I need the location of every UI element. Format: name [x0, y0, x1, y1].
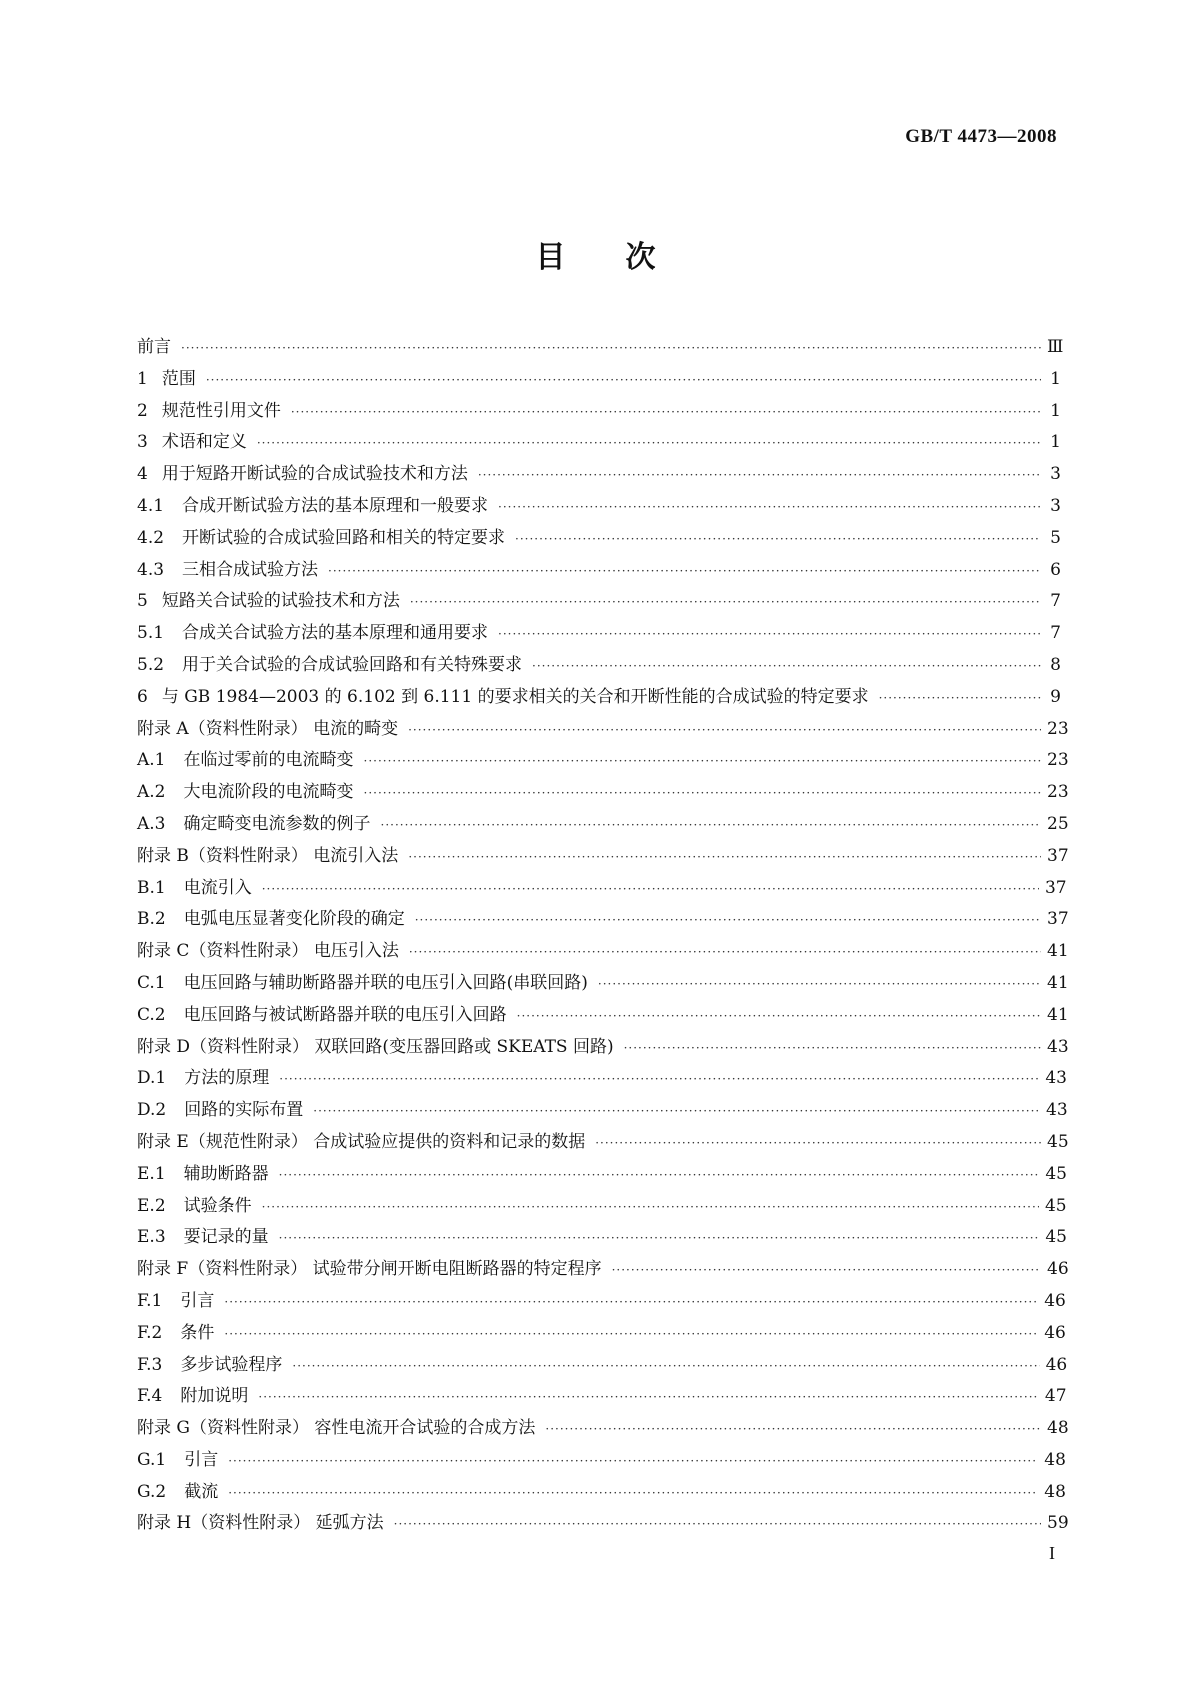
toc-entry-title: 附录 D（资料性附录） 双联回路(变压器回路或 SKEATS 回路) — [137, 1036, 614, 1057]
dot-leader — [279, 1064, 1039, 1096]
dot-leader — [517, 1001, 1041, 1033]
toc-entry-page: 37 — [1047, 909, 1069, 930]
toc-entry-page: 48 — [1044, 1481, 1066, 1502]
dot-leader — [415, 905, 1041, 937]
toc-entry[interactable] — [137, 459, 1061, 491]
toc-entry-page: 41 — [1047, 1004, 1069, 1025]
toc-entry-title: 确定畸变电流参数的例子 — [183, 813, 371, 834]
dot-leader — [262, 874, 1039, 906]
dot-leader — [364, 778, 1042, 810]
toc-entry-title: 多步试验程序 — [180, 1354, 283, 1375]
toc-entry-page: 59 — [1047, 1513, 1069, 1534]
dot-leader — [258, 1382, 1039, 1414]
toc-entry-title: 要记录的量 — [183, 1227, 269, 1248]
toc-entry-page: 46 — [1045, 1354, 1068, 1375]
toc-entry-number: D.1 — [137, 1068, 167, 1089]
toc-entry-number: G.2 — [137, 1481, 167, 1502]
dot-leader — [292, 1351, 1039, 1383]
toc-entry[interactable] — [137, 586, 1061, 618]
toc-entry-page: 45 — [1045, 1163, 1067, 1184]
dot-leader — [598, 969, 1041, 1001]
toc-entry-number: B.1 — [137, 877, 166, 898]
dot-leader — [595, 1128, 1041, 1160]
toc-entry[interactable] — [137, 841, 1069, 873]
toc-entry-title: 回路的实际布置 — [184, 1100, 304, 1121]
dot-leader — [181, 333, 1041, 365]
dot-leader — [410, 587, 1041, 619]
toc-entry-number: F.3 — [137, 1354, 163, 1375]
toc-entry-title: 用于关合试验的合成试验回路和有关特殊要求 — [182, 654, 523, 675]
toc-entry[interactable] — [137, 1191, 1067, 1223]
toc-entry-title: 用于短路开断试验的合成试验技术和方法 — [161, 464, 468, 485]
toc-entry-title: 电流引入 — [183, 877, 252, 898]
toc-entry-number: F.4 — [137, 1386, 163, 1407]
toc-entry-page: 46 — [1044, 1322, 1066, 1343]
toc-entry-number: 5 — [137, 591, 148, 612]
toc-entry-title: 前言 — [137, 337, 171, 357]
standard-number: GB/T 4473—2008 — [905, 126, 1057, 147]
toc-entry[interactable] — [137, 1318, 1066, 1350]
toc-entry[interactable] — [137, 1000, 1069, 1032]
toc-entry-page: 23 — [1047, 718, 1069, 739]
page-title: 目次 — [535, 240, 716, 275]
toc-entry-title: 附录 A（资料性附录） 电流的畸变 — [137, 718, 399, 739]
table-of-contents — [137, 332, 1069, 1540]
toc-entry-title: 方法的原理 — [184, 1068, 270, 1089]
toc-entry[interactable] — [137, 1381, 1067, 1413]
toc-entry-page: 3 — [1050, 464, 1061, 485]
toc-entry-number: 4.1 — [137, 495, 165, 516]
toc-entry-title: 引言 — [184, 1449, 219, 1470]
toc-entry-title: 开断试验的合成试验回路和相关的特定要求 — [182, 527, 506, 548]
toc-entry-page: 47 — [1044, 1386, 1067, 1407]
dot-leader — [612, 1255, 1041, 1287]
toc-entry-number: C.2 — [137, 1004, 166, 1025]
toc-entry-title: 条件 — [180, 1322, 215, 1343]
toc-entry-title: 与 GB 1984—2003 的 6.102 到 6.111 的要求相关的关合和开断性能的合成试验的特定要求 — [161, 686, 869, 707]
toc-entry-number: F.1 — [137, 1290, 163, 1311]
toc-entry[interactable] — [137, 968, 1069, 1000]
toc-entry-page: 25 — [1047, 813, 1069, 834]
toc-entry[interactable] — [137, 1508, 1069, 1540]
toc-entry[interactable] — [137, 904, 1069, 936]
toc-entry-title: 电压回路与辅助断路器并联的电压引入回路(串联回路) — [183, 972, 588, 993]
toc-entry-page: 1 — [1050, 432, 1061, 453]
toc-entry-page: 23 — [1047, 782, 1069, 803]
toc-entry-page: 1 — [1050, 400, 1061, 421]
toc-entry-page: 41 — [1047, 941, 1069, 962]
toc-entry[interactable] — [137, 396, 1061, 428]
dot-leader — [262, 1192, 1039, 1224]
toc-entry[interactable] — [137, 1095, 1068, 1127]
dot-leader — [328, 556, 1041, 588]
toc-entry-number: G.1 — [137, 1449, 167, 1470]
toc-entry[interactable] — [137, 491, 1061, 523]
toc-entry-number: 4.2 — [137, 527, 165, 548]
toc-entry-title: 截流 — [184, 1481, 219, 1502]
toc-entry[interactable] — [137, 745, 1069, 777]
toc-entry-page: 9 — [1050, 686, 1061, 707]
toc-entry[interactable] — [137, 618, 1061, 650]
toc-entry-page: 7 — [1050, 623, 1061, 644]
toc-entry-title: 电弧电压显著变化阶段的确定 — [183, 909, 405, 930]
toc-entry[interactable] — [137, 332, 1064, 364]
toc-entry[interactable] — [137, 714, 1069, 746]
toc-entry-page: 23 — [1047, 750, 1069, 771]
dot-leader — [381, 810, 1042, 842]
dot-leader — [532, 651, 1041, 683]
toc-entry-title: 规范性引用文件 — [161, 400, 281, 421]
toc-entry[interactable] — [137, 1286, 1066, 1318]
dot-leader — [394, 1509, 1041, 1541]
toc-entry-title: 附录 C（资料性附录） 电压引入法 — [137, 941, 399, 962]
toc-entry[interactable] — [137, 1477, 1066, 1509]
toc-entry-title: 引言 — [180, 1290, 215, 1311]
toc-entry-page: 46 — [1047, 1259, 1069, 1280]
toc-entry-title: 附录 H（资料性附录） 延弧方法 — [137, 1513, 384, 1534]
toc-entry-title: 合成开断试验方法的基本原理和一般要求 — [182, 495, 489, 516]
toc-entry-number: 4.3 — [137, 559, 165, 580]
dot-leader — [279, 1223, 1040, 1255]
dot-leader — [879, 683, 1041, 715]
toc-entry-number: 2 — [137, 400, 148, 421]
toc-entry-number: 5.1 — [137, 623, 165, 644]
dot-leader — [408, 842, 1041, 874]
dot-leader — [498, 492, 1041, 524]
toc-entry-number: E.1 — [137, 1163, 166, 1184]
toc-entry-page: 41 — [1047, 972, 1069, 993]
dot-leader — [279, 1160, 1040, 1192]
toc-entry-page: 1 — [1050, 368, 1061, 389]
toc-entry[interactable] — [137, 1445, 1066, 1477]
toc-entry-title: 附录 B（资料性附录） 电流引入法 — [137, 845, 399, 866]
toc-entry-page: 48 — [1044, 1449, 1066, 1470]
dot-leader — [364, 746, 1042, 778]
dot-leader — [224, 1319, 1038, 1351]
dot-leader — [408, 715, 1041, 747]
toc-entry-title: 试验条件 — [183, 1195, 252, 1216]
toc-entry-page: 6 — [1050, 559, 1061, 580]
toc-entry-page: 45 — [1045, 1227, 1067, 1248]
toc-entry-page: 3 — [1050, 495, 1061, 516]
toc-entry-title: 附录 E（规范性附录） 合成试验应提供的资料和记录的数据 — [137, 1131, 586, 1152]
toc-entry-number: E.3 — [137, 1227, 166, 1248]
dot-leader — [228, 1446, 1038, 1478]
toc-entry-title: 在临过零前的电流畸变 — [183, 750, 354, 771]
toc-entry-page: 7 — [1050, 591, 1061, 612]
dot-leader — [257, 428, 1041, 460]
toc-entry-number: 5.2 — [137, 654, 165, 675]
dot-leader — [313, 1096, 1040, 1128]
dot-leader — [224, 1287, 1038, 1319]
toc-entry[interactable] — [137, 809, 1069, 841]
dot-leader — [409, 937, 1041, 969]
toc-entry-title: 辅助断路器 — [183, 1163, 269, 1184]
toc-entry-number: A.1 — [137, 750, 166, 771]
toc-entry-number: 1 — [137, 368, 148, 389]
dot-leader — [478, 460, 1041, 492]
toc-entry-number: E.2 — [137, 1195, 166, 1216]
toc-entry-page: 8 — [1050, 654, 1061, 675]
toc-entry-number: D.2 — [137, 1100, 167, 1121]
toc-entry[interactable] — [137, 650, 1061, 682]
toc-entry[interactable] — [137, 936, 1069, 968]
toc-entry[interactable] — [137, 1032, 1069, 1064]
dot-leader — [228, 1478, 1038, 1510]
toc-entry-title: 电压回路与被试断路器并联的电压引入回路 — [183, 1004, 507, 1025]
toc-entry[interactable] — [137, 427, 1061, 459]
toc-entry[interactable] — [137, 1222, 1067, 1254]
toc-entry[interactable] — [137, 364, 1061, 396]
toc-entry[interactable] — [137, 555, 1061, 587]
dot-leader — [291, 397, 1041, 429]
toc-entry-page: 43 — [1046, 1100, 1068, 1121]
toc-entry[interactable] — [137, 1127, 1069, 1159]
toc-entry-title: 合成关合试验方法的基本原理和通用要求 — [182, 623, 489, 644]
toc-entry-number: C.1 — [137, 972, 166, 993]
toc-entry[interactable] — [137, 1350, 1068, 1382]
toc-entry-number: B.2 — [137, 909, 166, 930]
toc-entry-number: 3 — [137, 432, 148, 453]
toc-entry-number: F.2 — [137, 1322, 163, 1343]
toc-entry-title: 附加说明 — [180, 1386, 249, 1407]
toc-entry-title: 大电流阶段的电流畸变 — [183, 782, 354, 803]
toc-entry[interactable] — [137, 777, 1069, 809]
toc-entry-number: A.3 — [137, 813, 166, 834]
toc-entry[interactable] — [137, 1159, 1067, 1191]
toc-entry-page: 37 — [1047, 845, 1069, 866]
toc-entry-page: 43 — [1047, 1036, 1069, 1057]
toc-entry[interactable] — [137, 1254, 1069, 1286]
toc-entry-page: Ⅲ — [1047, 337, 1064, 357]
dot-leader — [206, 365, 1041, 397]
toc-entry-number: A.2 — [137, 782, 166, 803]
toc-entry-title: 附录 F（资料性附录） 试验带分闸开断电阻断路器的特定程序 — [137, 1259, 602, 1280]
toc-entry-title: 范围 — [161, 368, 196, 389]
dot-leader — [498, 619, 1041, 651]
toc-entry-page: 45 — [1047, 1131, 1069, 1152]
page-number: I — [1049, 1543, 1055, 1563]
toc-entry-page: 45 — [1044, 1195, 1067, 1216]
toc-entry[interactable] — [137, 523, 1061, 555]
dot-leader — [545, 1414, 1041, 1446]
toc-entry-title: 短路关合试验的试验技术和方法 — [161, 591, 400, 612]
toc-entry-page: 37 — [1044, 877, 1067, 898]
toc-entry[interactable] — [137, 1063, 1067, 1095]
toc-entry[interactable] — [137, 873, 1067, 905]
toc-entry-page: 5 — [1050, 527, 1061, 548]
toc-entry[interactable] — [137, 682, 1061, 714]
toc-entry-page: 43 — [1045, 1068, 1067, 1089]
toc-entry-title: 三相合成试验方法 — [182, 559, 319, 580]
toc-entry-number: 6 — [137, 686, 148, 707]
dot-leader — [624, 1033, 1041, 1065]
toc-entry[interactable] — [137, 1413, 1069, 1445]
toc-entry-title: 术语和定义 — [161, 432, 247, 453]
toc-entry-page: 48 — [1047, 1418, 1069, 1439]
toc-entry-number: 4 — [137, 464, 148, 485]
toc-entry-page: 46 — [1044, 1290, 1066, 1311]
dot-leader — [515, 524, 1041, 556]
toc-entry-title: 附录 G（资料性附录） 容性电流开合试验的合成方法 — [137, 1418, 536, 1439]
